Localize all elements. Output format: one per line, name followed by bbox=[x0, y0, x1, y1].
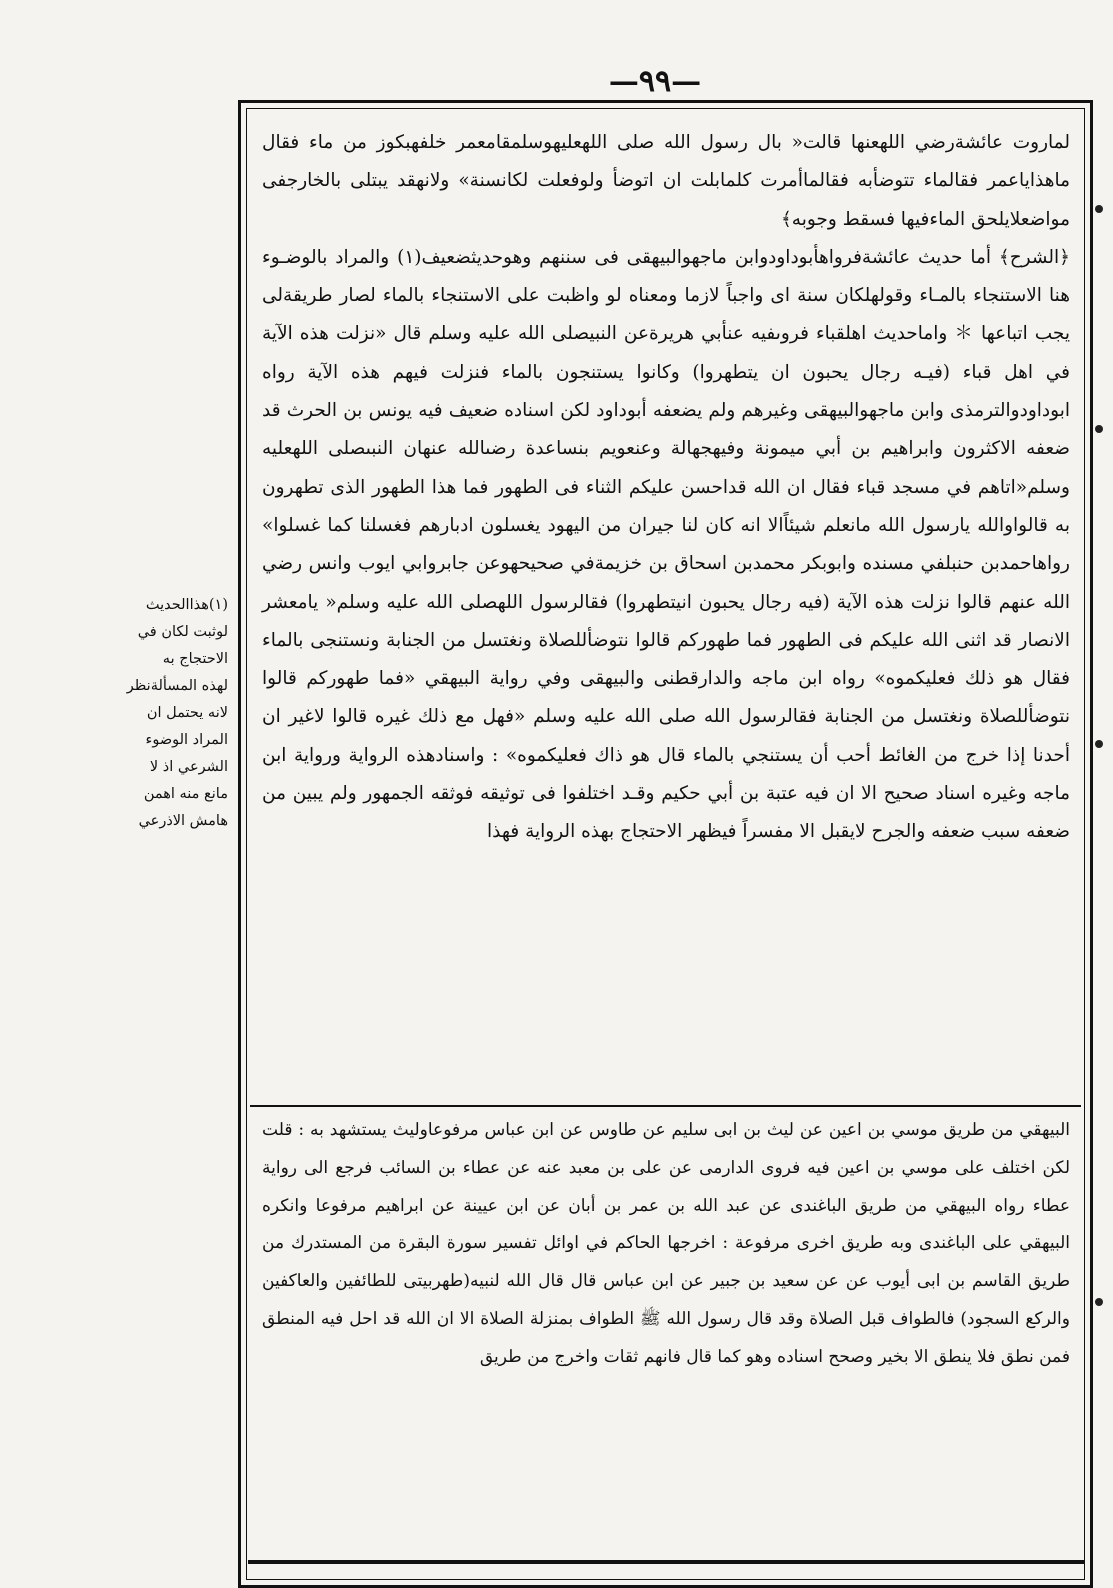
scan-punch-mark bbox=[1095, 740, 1103, 748]
page-number: —٩٩— bbox=[608, 64, 702, 99]
footnote-block bbox=[262, 1112, 1070, 1377]
margin-note: (١)هذاالحديث لوثبت لكان في الاحتجاج به لهذه المسألةنظر لانه يحتمل ان المراد الوضوء الشرعي اذ لا مانع منه اهمن هامش الاذرعي bbox=[126, 597, 228, 829]
main-paragraph-sharh: ﴿الشرح﴾ أما حديث عائشةفرواهأبوداودوابن ماجهوالبيهقى فى سننهم وهوحديثضعيف(١) والمراد بالوضـوء هنا الاستنجاء بالمـاء وقولهلكان سنة اى واجباً لازما ومعناه لو واظبت على الاستنجاء بالماء لصار طريقةلى يجب اتباعها ＊ واماحديث اهلقباء فروىفيه عنأبي هريرةعن النبيصلى الله عليه وسلم قال «نزلت هذه الآية في اهل قباء (فيـه رجال يحبون ان يتطهروا) وكانوا يستنجون بالماء فنزلت فيهم هذه الآية رواه ابوداودوالترمذى وابن ماجهوالبيهقى وغيرهم ولم يضعفه أبوداود لكن اسناده ضعيف فيه يونس بن الحرث قد ضعفه الاكثرون وابراهيم بن أبي ميمونة وفيهجهالة وعنعويم بنساعدة رضىالله عنهان النبىصلى اللهعليه وسلم«اتاهم في مسجد قباء فقال ان الله قداحسن عليكم الثناء فى الطهور فما هذا الطهور الذى تطهرون به قالواوالله يارسول الله مانعلم شيئاًالا انه كان لنا جيران من اليهود يغسلون ادبارهم فغسلنا كما غسلوا» رواهاحمدبن حنبلفي مسنده وابوبكر محمدبن اسحاق بن خزيمةفي صحيحهوعن جابروابي ايوب وانس رضي الله عنهم قالوا نزلت هذه الآية (فيه رجال يحبون انيتطهروا) فقالرسول اللهصلى الله عليه وسلم« يامعشر الانصار قد اثنى الله عليكم فى الطهور فما طهوركم قالوا نتوضأللصلاة ونغتسل من الجنابة ونستنجى بالماء فقال هو ذلك فعليكموه» رواه ابن ماجه والدارقطنى والبيهقى وفي رواية البيهقي «فما طهوركم قالوا نتوضأللصلاة ونغتسل من الجنابة فقالرسول الله صلى الله عليه وسلم «فهل مع ذلك غيره قالوا لاغير ان أحدنا إذا خرج من الغائط أحب أن يستنجي بالماء قال هو ذاك فعليكموه» : واسنادهذه الرواية ورواية ابن ماجه وغيره اسناد صحيح الا ان فيه عتبة بن أبي حكيم وقـد اختلفوا فى توثيقه فوثقه الجمهور ولم يبين من ضعفه سبب ضعفه والجرح لايقبل الا مفسراً فيظهر الاحتجاج بهذه الرواية فهذا bbox=[262, 246, 1071, 843]
bottom-rule bbox=[248, 1560, 1084, 1564]
main-text-block bbox=[262, 124, 1070, 852]
scan-punch-mark bbox=[1095, 1298, 1103, 1306]
scan-punch-mark bbox=[1095, 425, 1103, 433]
scan-punch-mark bbox=[1095, 205, 1103, 213]
footnote-divider bbox=[250, 1105, 1081, 1107]
main-paragraph-matn: لماروت عائشةرضي اللهعنها قالت« بال رسول الله صلى اللهعليهوسلمقامعمر خلفهبكوز من ماء فقال ماهذاياعمر فقالماء تتوضأبه فقالماأمرت كلمابلت ان اتوضأ ولوفعلت لكانسنة» ولانهقد يبتلى بالخارجفى مواضعلايلحق الماءفيها فسقط وجوبه﴾ bbox=[262, 132, 1070, 230]
footnote-paragraph: البيهقي من طريق موسي بن اعين عن ليث بن ابى سليم عن طاوس عن ابن عباس مرفوعاوليث يستشهد به : قلت لكن اختلف على موسي بن اعين فيه فروى الدارمى عن على بن معبد عنه عن عطاء بن السائب فرجع الى رواية عطاء رواه البيهقي من طريق الباغندى عن عبد الله بن عمر بن أبان عن ابن عيينة عن ابراهيم مرفوعا وانكره البيهقي على الباغندى وبه طريق اخرى مرفوعة : اخرجها الحاكم في اوائل تفسير سورة البقرة من المستدرك من طريق القاسم بن ابى أيوب عن عن سعيد بن جبير عن ابن عباس قال قال الله لنبيه(طهربيتى للطائفين والعاكفين والركع السجود) فالطواف قبل الصلاة وقد قال رسول الله ﷺ الطواف بمنزلة الصلاة الا ان الله قد احل فيه المنطق فمن نطق فلا ينطق الا بخير وصحح اسناده وهو كما قال فانهم ثقات واخرج من طريق bbox=[262, 1120, 1070, 1367]
